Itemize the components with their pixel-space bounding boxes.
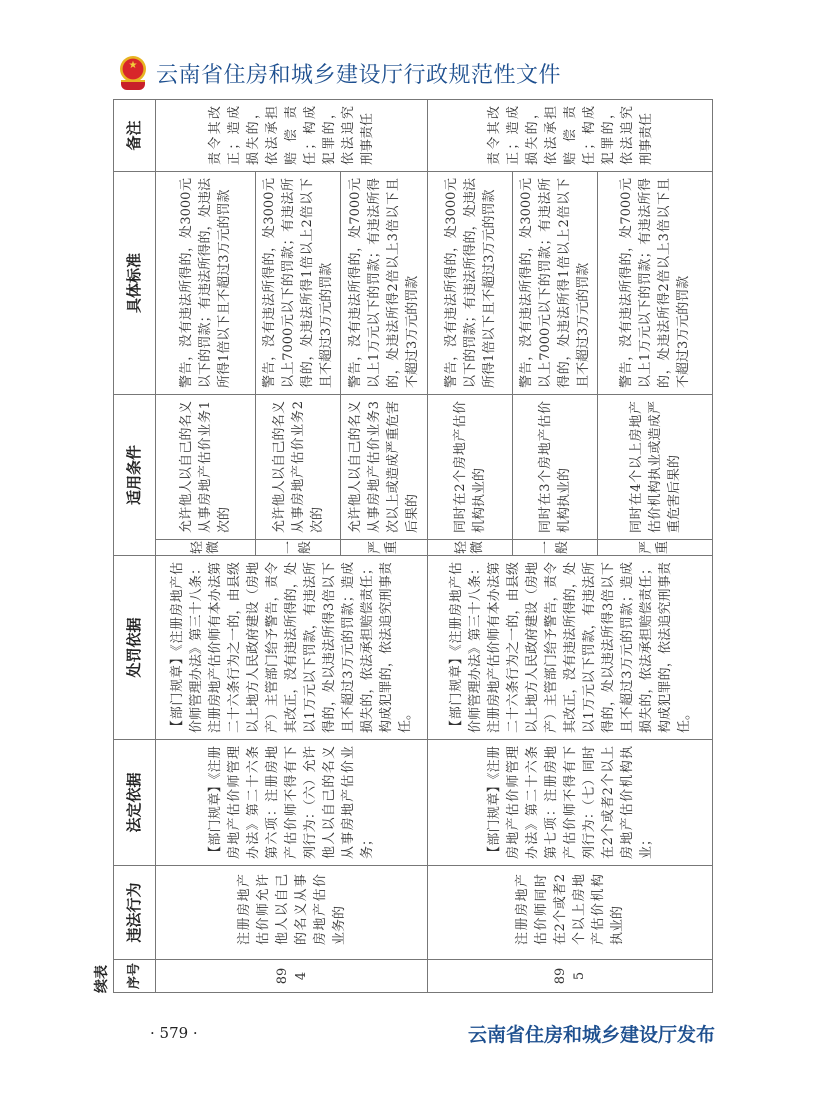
header-remark: 备注 <box>114 99 156 171</box>
level-cell: 一般 <box>256 540 341 556</box>
publisher-label: 云南省住房和城乡建设厅发布 <box>468 1024 716 1046</box>
standard-cell: 警告，没有违法所得的，处3000元以下的罚款；有违法所得的，处违法所得1倍以下且不超过3万元的罚款 <box>156 171 256 394</box>
legal-basis-cell: 【部门规章】《注册房地产估价师管理办法》第二十六条第六项：注册房地产估价师不得有下列行为：（六）允许他人以自己的名义从事房地产估价业务； <box>156 740 428 866</box>
level-cell: 一般 <box>513 540 598 556</box>
legal-basis-cell: 【部门规章】《注册房地产估价师管理办法》第二十六条第七项：注册房地产估价师不得有下列行为：（七）同时在2个或者2个以上房地产估价机构执业； <box>428 740 713 866</box>
table-row <box>156 99 256 992</box>
standard-cell: 警告，没有违法所得的，处7000元以上1万元以下的罚款；有违法所得的，处违法所得2倍以上3倍以下且不超过3万元的罚款 <box>598 171 713 394</box>
header-standard: 具体标准 <box>114 171 156 394</box>
penalty-table <box>113 99 713 993</box>
header-penalty-basis: 处罚依据 <box>114 556 156 740</box>
standard-cell: 警告，没有违法所得的，处3000元以下的罚款；有违法所得的，处违法所得1倍以下且不超过3万元的罚款 <box>428 171 513 394</box>
condition-cell: 允许他人以自己的名义从事房地产估价业务1次的 <box>156 394 256 539</box>
violation-cell: 注册房地产估价师同时在2个或者2个以上房地产估价机构执业的 <box>428 866 713 960</box>
level-cell: 轻微 <box>428 540 513 556</box>
national-emblem-icon: ★ <box>118 56 148 90</box>
document-series-title: 云南省住房和城乡建设厅行政规范性文件 <box>156 62 562 88</box>
condition-cell: 同时在2个房地产估价机构执业的 <box>428 394 513 539</box>
penalty-basis-cell: 【部门规章】《注册房地产估价师管理办法》第三十八条：注册房地产估价师有本办法第二十六条行为之一的，由县级以上地方人民政府建设（房地产）主管部门给予警告，责令其改正，没有违法所得的，处以1万元以下罚款，有违法所得的，处以违法所得3倍以下且不超过3万元的罚款；造成损失的，依法承担赔偿责任；构成犯罪的，依法追究刑事责任。 <box>428 556 713 740</box>
condition-cell: 同时在4个以上房地产估价机构执业或造成严重危害后果的 <box>598 394 713 539</box>
header-conditions: 适用条件 <box>114 394 156 555</box>
condition-cell: 允许他人以自己的名义从事房地产估价业务3次以上或造成严重危害后果的 <box>341 394 428 539</box>
page-number: · 579 · <box>150 1024 198 1042</box>
row-id: 895 <box>428 960 713 993</box>
condition-cell: 允许他人以自己的名义从事房地产估价业务2次的 <box>256 394 341 539</box>
remark-cell: 责令其改正；造成损失的，依法承担赔偿责任；构成犯罪的，依法追究刑事责任 <box>428 99 713 171</box>
table-caption: 续表 <box>94 965 110 993</box>
table-row <box>428 99 513 992</box>
row-id: 894 <box>156 960 428 993</box>
violation-cell: 注册房地产估价师允许他人以自己的名义从事房地产估价业务的 <box>156 866 428 960</box>
header-violation: 违法行为 <box>114 866 156 960</box>
condition-cell: 同时在3个房地产估价机构执业的 <box>513 394 598 539</box>
penalty-basis-cell: 【部门规章】《注册房地产估价师管理办法》第三十八条：注册房地产估价师有本办法第二十六条行为之一的，由县级以上地方人民政府建设（房地产）主管部门给予警告，责令其改正，没有违法所得的，处以1万元以下罚款，有违法所得的，处以违法所得3倍以下且不超过3万元的罚款；造成损失的，依法承担赔偿责任；构成犯罪的，依法追究刑事责任。 <box>156 556 428 740</box>
header-legal-basis: 法定依据 <box>114 740 156 866</box>
table-header-row <box>114 99 156 992</box>
standard-cell: 警告，没有违法所得的，处3000元以上7000元以下的罚款；有违法所得的，处违法所得1倍以上2倍以下且不超过3万元的罚款 <box>513 171 598 394</box>
header-id: 序号 <box>114 960 156 993</box>
standard-cell: 警告，没有违法所得的，处7000元以上1万元以下的罚款；有违法所得的，处违法所得2倍以上3倍以下且不超过3万元的罚款 <box>341 171 428 394</box>
remark-cell: 责令其改正；造成损失的，依法承担赔偿责任；构成犯罪的，依法追究刑事责任 <box>156 99 428 171</box>
level-cell: 严重 <box>341 540 428 556</box>
page-header <box>118 56 561 90</box>
level-cell: 轻微 <box>156 540 256 556</box>
rotated-table-container <box>94 100 712 993</box>
standard-cell: 警告，没有违法所得的，处3000元以上7000元以下的罚款；有违法所得的，处违法所得1倍以上2倍以下且不超过3万元的罚款 <box>256 171 341 394</box>
level-cell: 严重 <box>598 540 713 556</box>
